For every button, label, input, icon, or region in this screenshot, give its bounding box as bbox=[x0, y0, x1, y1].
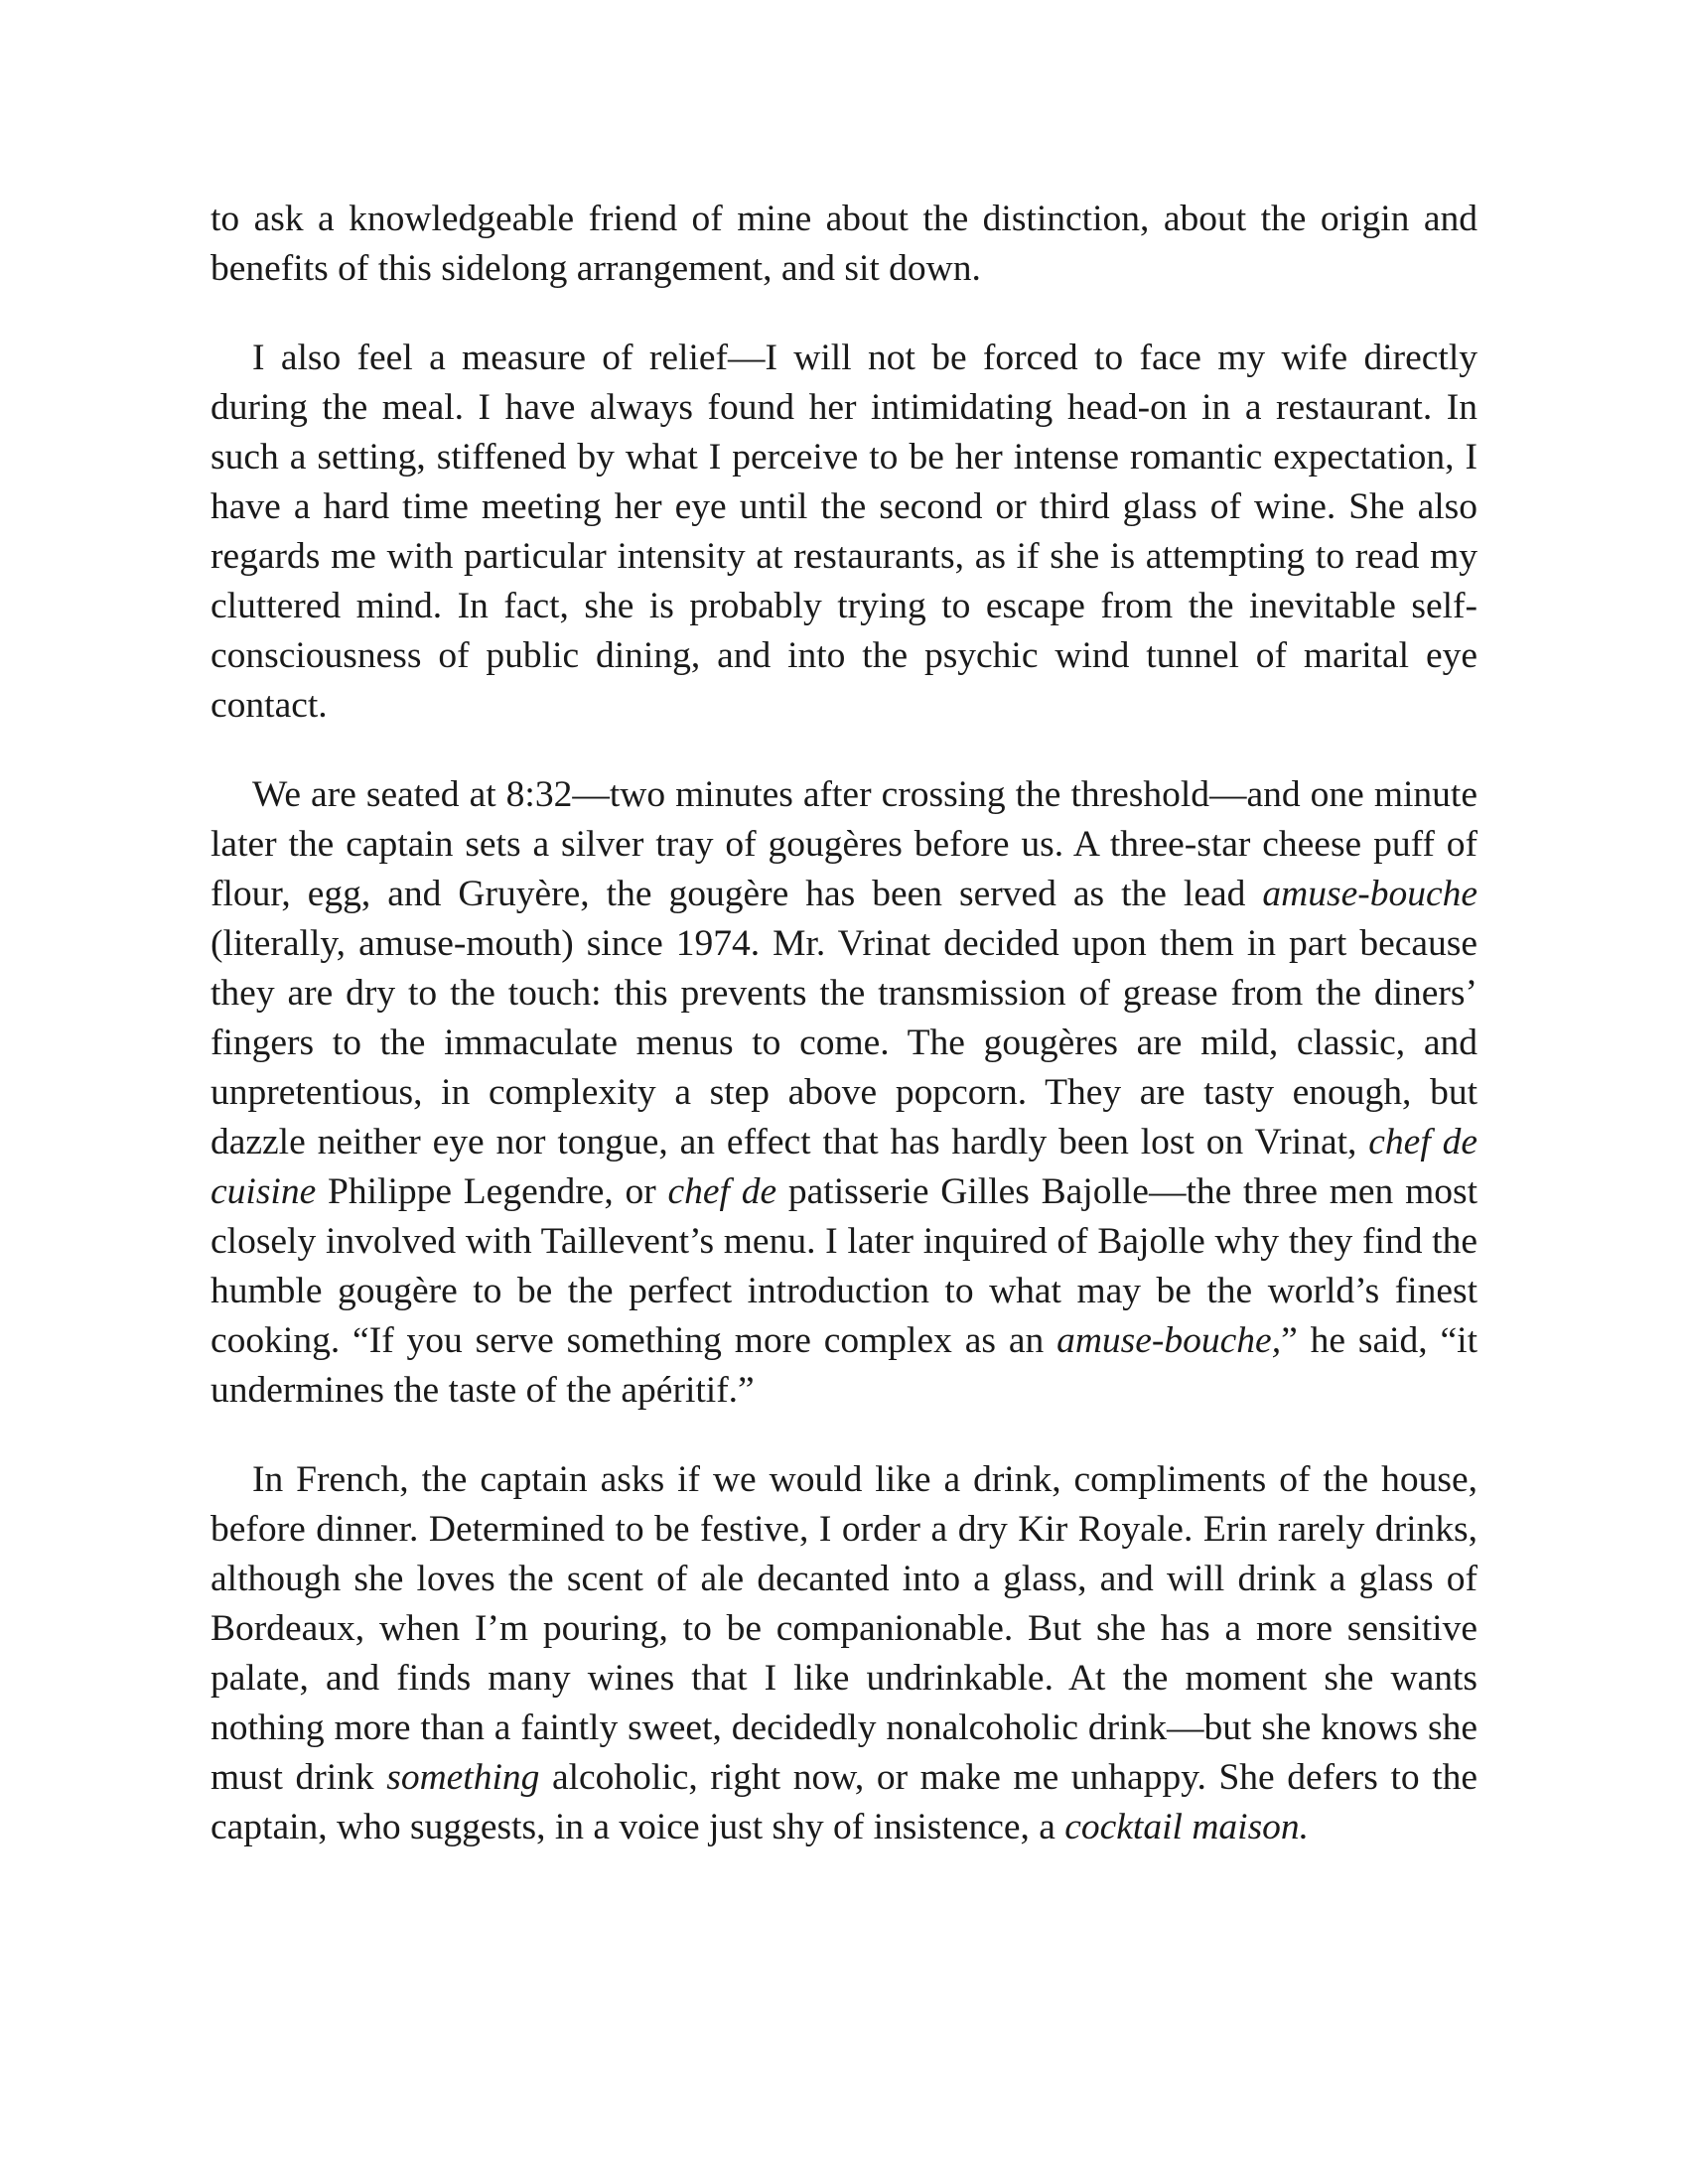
italic-term: chef de bbox=[667, 1171, 777, 1212]
text-run: (literally, amuse-mouth) since 1974. Mr. Vrinat decided upon them in part because they are dry to the touch: this prevents the transmission of grease from the diners’ fingers to the immaculate menus to come. The gougères are mild, classic, and unpretentious, in complexity a step above popcorn. They are tasty enough, but dazzle neither eye nor tongue, an effect that has hardly been lost on Vrinat, bbox=[211, 923, 1477, 1162]
italic-term: something bbox=[386, 1757, 540, 1798]
text-run: patisserie Gilles Bajolle—the three men most closely involved with Taillevent’s menu. I later inquired of Bajolle why they find the humble gougère to be the perfect introduction to what may be the world’s finest cooking. “If you serve something more complex as an bbox=[211, 1171, 1477, 1361]
italic-term: amuse-bouche bbox=[1262, 874, 1477, 914]
text-run: alcoholic, right now, or make me unhappy. She defers to the captain, who suggests, in a voice just shy of insistence, a bbox=[211, 1757, 1478, 1847]
italic-term: cocktail maison. bbox=[1064, 1807, 1310, 1847]
page-body bbox=[211, 195, 1477, 1852]
text-run: We are seated at 8:32—two minutes after crossing the threshold—and one minute later the captain sets a silver tray of gougères before us. A three-star cheese puff of flour, egg, and Gruyère, the gougère has been served as the lead bbox=[211, 774, 1477, 914]
paragraph-gougeres bbox=[211, 770, 1477, 1416]
text-run: to ask a knowledgeable friend of mine about the distinction, about the origin and benefits of this sidelong arrangement, and sit down. bbox=[211, 199, 1477, 289]
italic-term: amuse-bouche, bbox=[1056, 1320, 1282, 1361]
paragraph-continuation bbox=[211, 195, 1477, 294]
text-run: ” he said, “it undermines the taste of the apéritif.” bbox=[211, 1320, 1477, 1411]
italic-term: chef de cuisine bbox=[211, 1122, 1478, 1212]
text-run: In French, the captain asks if we would like a drink, compliments of the house, before dinner. Determined to be festive, I order a dry Kir Royale. Erin rarely drinks, although she loves the scent of ale decanted into a glass, and will drink a glass of Bordeaux, when I’m pouring, to be companionable. But she has a more sensitive palate, and finds many wines that I like undrinkable. At the moment she wants nothing more than a faintly sweet, decidedly nonalcoholic drink—but she knows she must drink bbox=[211, 1459, 1477, 1798]
paragraph-relief bbox=[211, 334, 1477, 731]
text-run: I also feel a measure of relief—I will not be forced to face my wife directly during the meal. I have always found her intimidating head-on in a restaurant. In such a setting, stiffened by what I perceive to be her intense romantic expectation, I have a hard time meeting her eye until the second or third glass of wine. She also regards me with particular intensity at restaurants, as if she is attempting to read my cluttered mind. In fact, she is probably trying to escape from the inevitable self-consciousness of public dining, and into the psychic wind tunnel of marital eye contact. bbox=[211, 338, 1477, 726]
paragraph-drinks bbox=[211, 1455, 1477, 1852]
text-run: Philippe Legendre, or bbox=[316, 1171, 668, 1212]
